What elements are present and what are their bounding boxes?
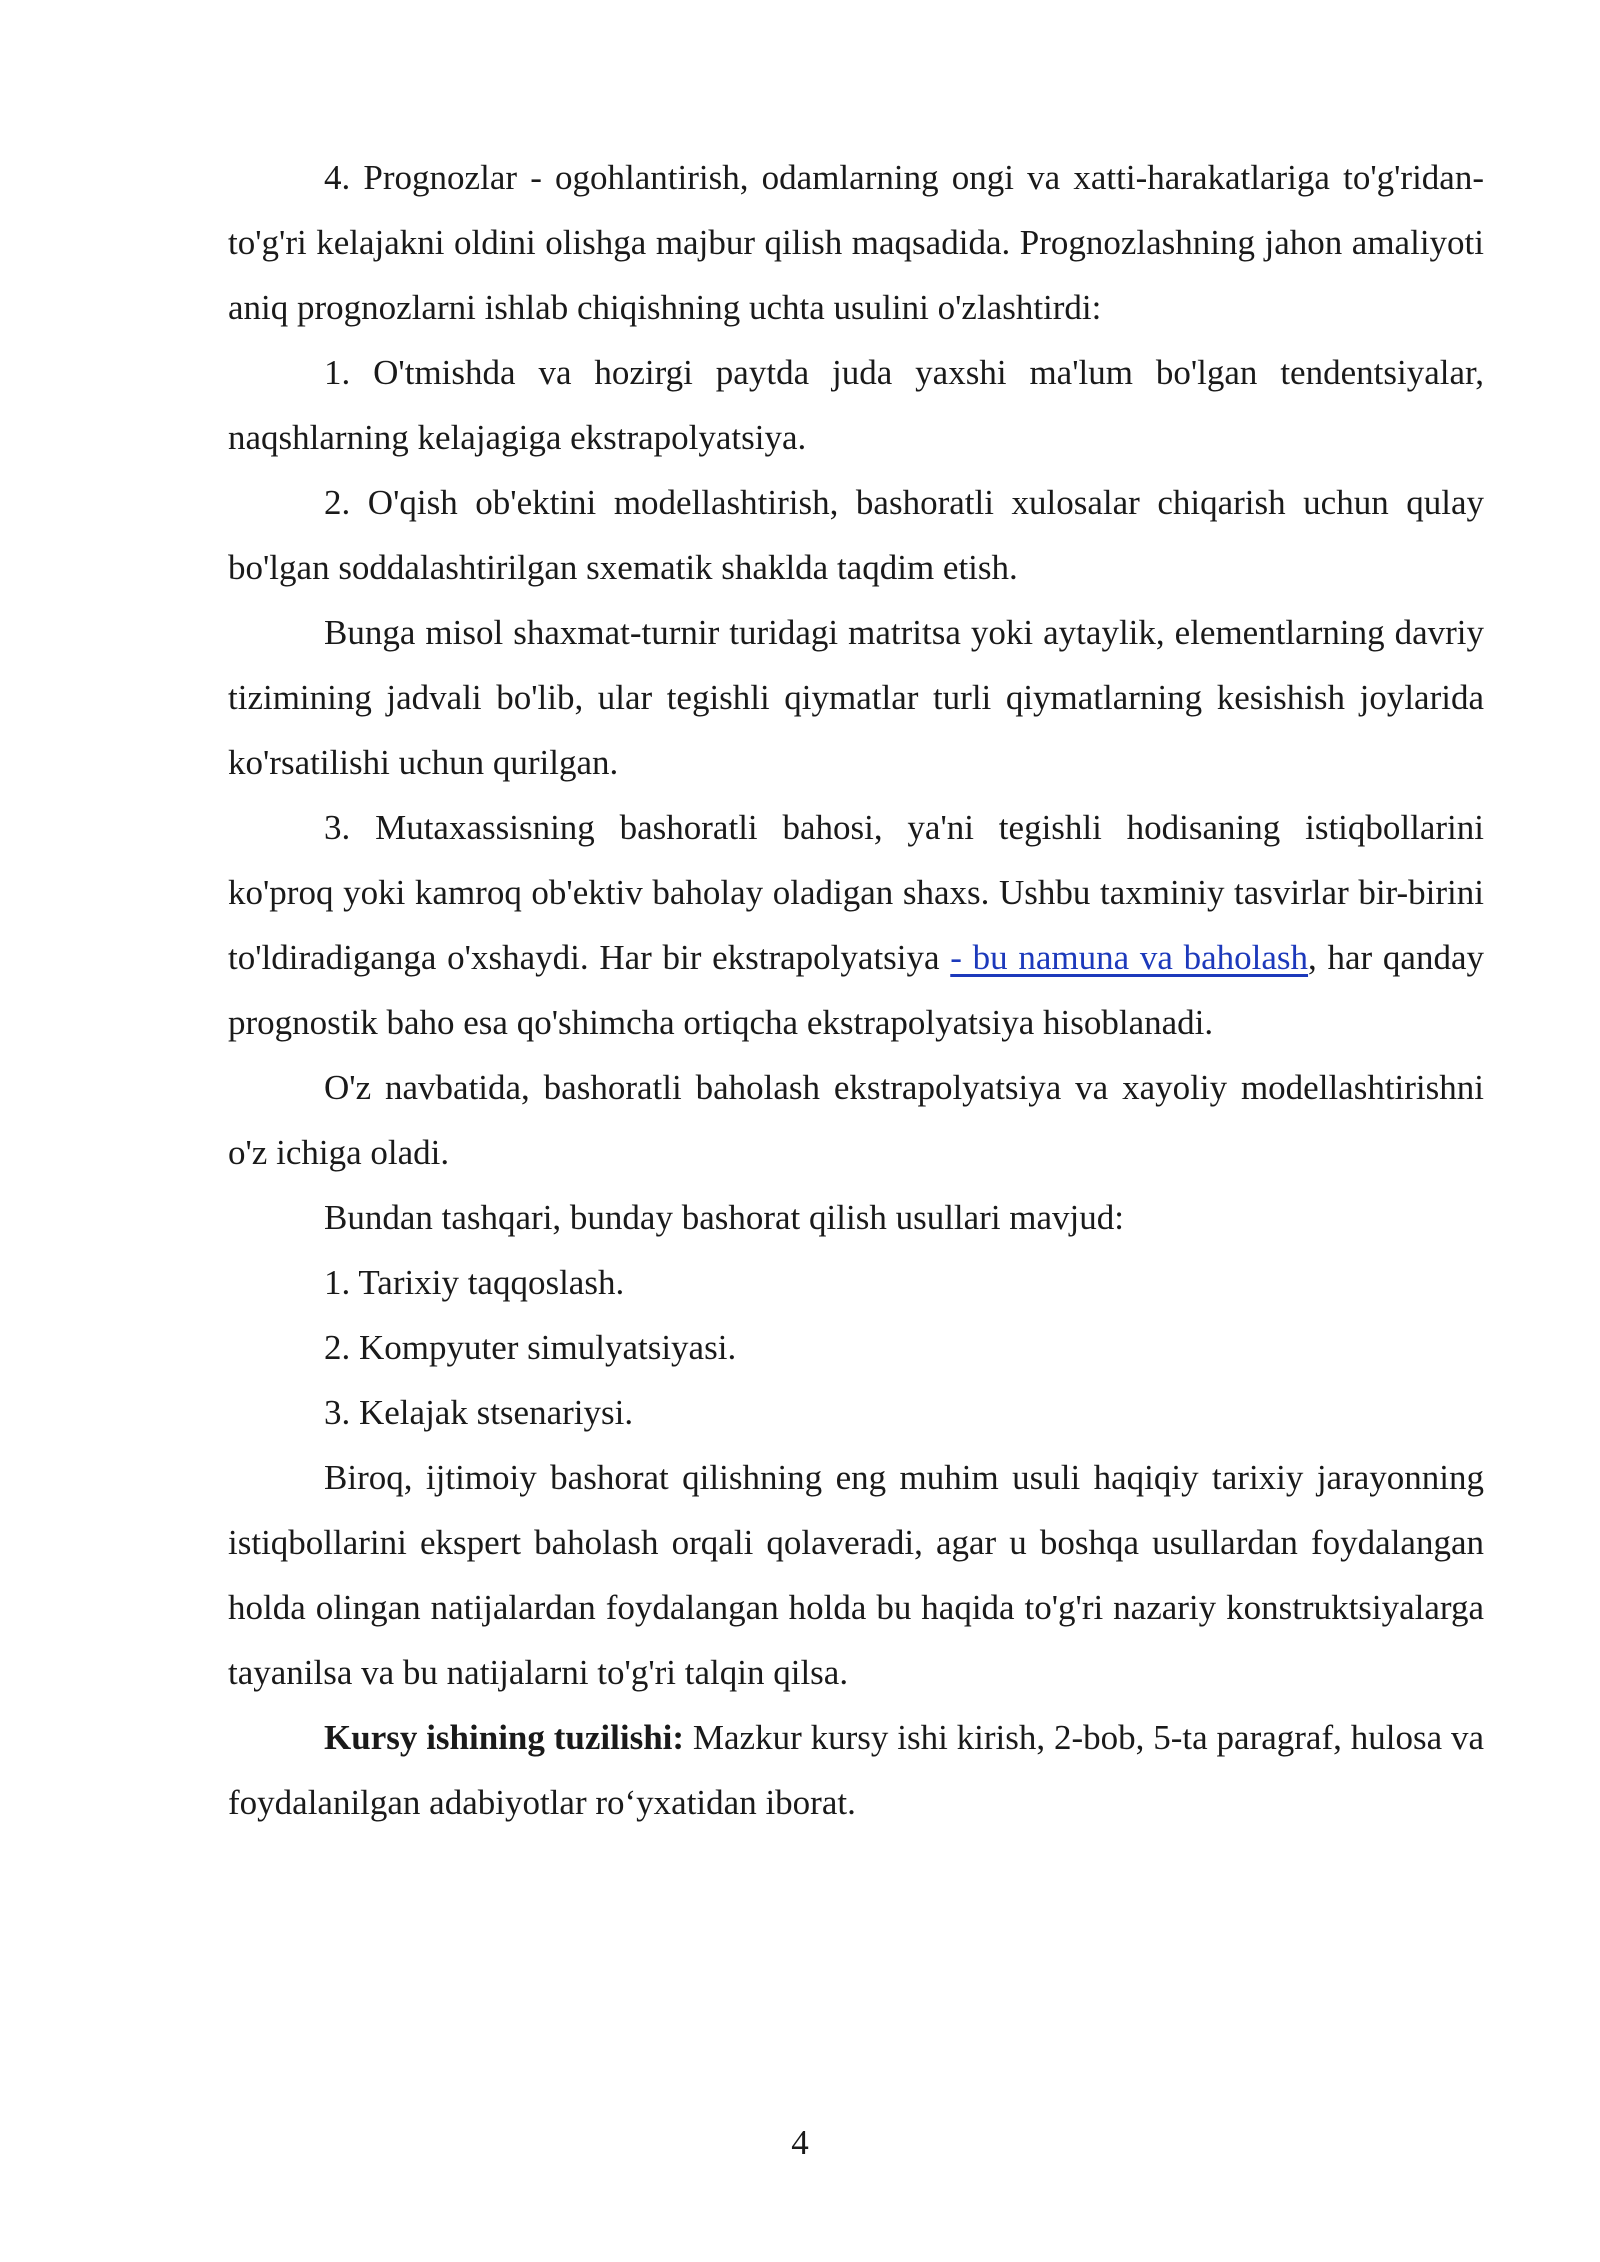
paragraph-forecast-warning: 4. Prognozlar - ogohlantirish, odamlarning ongi va xatti-harakatlariga to'g'ridan-to'g'ri kelajakni oldini olishga majbur qilish maqsadida. Prognozlashning jahon amaliyoti aniq prognozlarni ishlab chiqishning uchta usulini o'zlashtirdi: bbox=[228, 158, 1484, 327]
paragraph-predictive-evaluation: O'z navbatida, bashoratli baholash ekstrapolyatsiya va xayoliy modellashtirishni o'z ichiga oladi. bbox=[228, 1068, 1484, 1172]
list-item-historical-comparison: 1. Tarixiy taqqoslash. bbox=[324, 1263, 625, 1302]
paragraph-expert-text-before: 3. Mutaxassisning bashoratli bahosi, ya'ni tegishli hodisaning istiqbollarini ko'proq yoki kamroq ob'ektiv baholay oladigan shaxs. Ushbu taxminiy tasvirlar bir-birini to'ldiradiganga o'xshaydi. Har bir ekstrapolyatsiya bbox=[228, 808, 1484, 977]
paragraph-other-methods-intro: Bundan tashqari, bunday bashorat qilish usullari mavjud: bbox=[324, 1198, 1125, 1237]
sample-and-evaluation-link[interactable]: - bu namuna va baholash bbox=[950, 938, 1309, 977]
paragraph-extrapolation: 1. O'tmishda va hozirgi paytda juda yaxshi ma'lum bo'lgan tendentsiyalar, naqshlarning kelajagiga ekstrapolyatsiya. bbox=[228, 353, 1484, 457]
document-body bbox=[228, 145, 1484, 1835]
paragraph-modeling: 2. O'qish ob'ektini modellashtirish, bashoratli xulosalar chiqarish uchun qulay bo'lgan soddalashtirilgan sxematik shaklda taqdim etish. bbox=[228, 483, 1484, 587]
list-item-future-scenario: 3. Kelajak stsenariysi. bbox=[324, 1393, 634, 1432]
paragraph-social-forecasting: Biroq, ijtimoiy bashorat qilishning eng muhim usuli haqiqiy tarixiy jarayonning istiqbollarini ekspert baholash orqali qolaveradi, agar u boshqa usullardan foydalangan holda olingan natijalardan foydalangan holda bu haqida to'g'ri nazariy konstruktsiyalarga tayanilsa va bu natijalarni to'g'ri talqin qilsa. bbox=[228, 1458, 1484, 1692]
course-structure-text: Mazkur kursy ishi kirish, 2-bob, 5-ta paragraf, hulosa va foydalanilgan adabiyotlar ro‘yxatidan iborat. bbox=[228, 1718, 1484, 1822]
paragraph-course-structure bbox=[228, 1705, 1484, 1835]
paragraph-expert-assessment bbox=[228, 795, 1484, 1055]
list-item-computer-simulation: 2. Kompyuter simulyatsiyasi. bbox=[324, 1328, 737, 1367]
page-number: 4 bbox=[791, 2123, 809, 2162]
paragraph-matrix-example: Bunga misol shaxmat-turnir turidagi matritsa yoki aytaylik, elementlarning davriy tizimining jadvali bo'lib, ular tegishli qiymatlar turli qiymatlarning kesishish joylarida ko'rsatilishi uchun qurilgan. bbox=[228, 613, 1484, 782]
course-structure-heading: Kursy ishining tuzilishi: bbox=[324, 1718, 685, 1757]
paragraph-expert-text-after: , har qanday prognostik baho esa qo'shimcha ortiqcha ekstrapolyatsiya hisoblanadi. bbox=[228, 938, 1484, 1042]
